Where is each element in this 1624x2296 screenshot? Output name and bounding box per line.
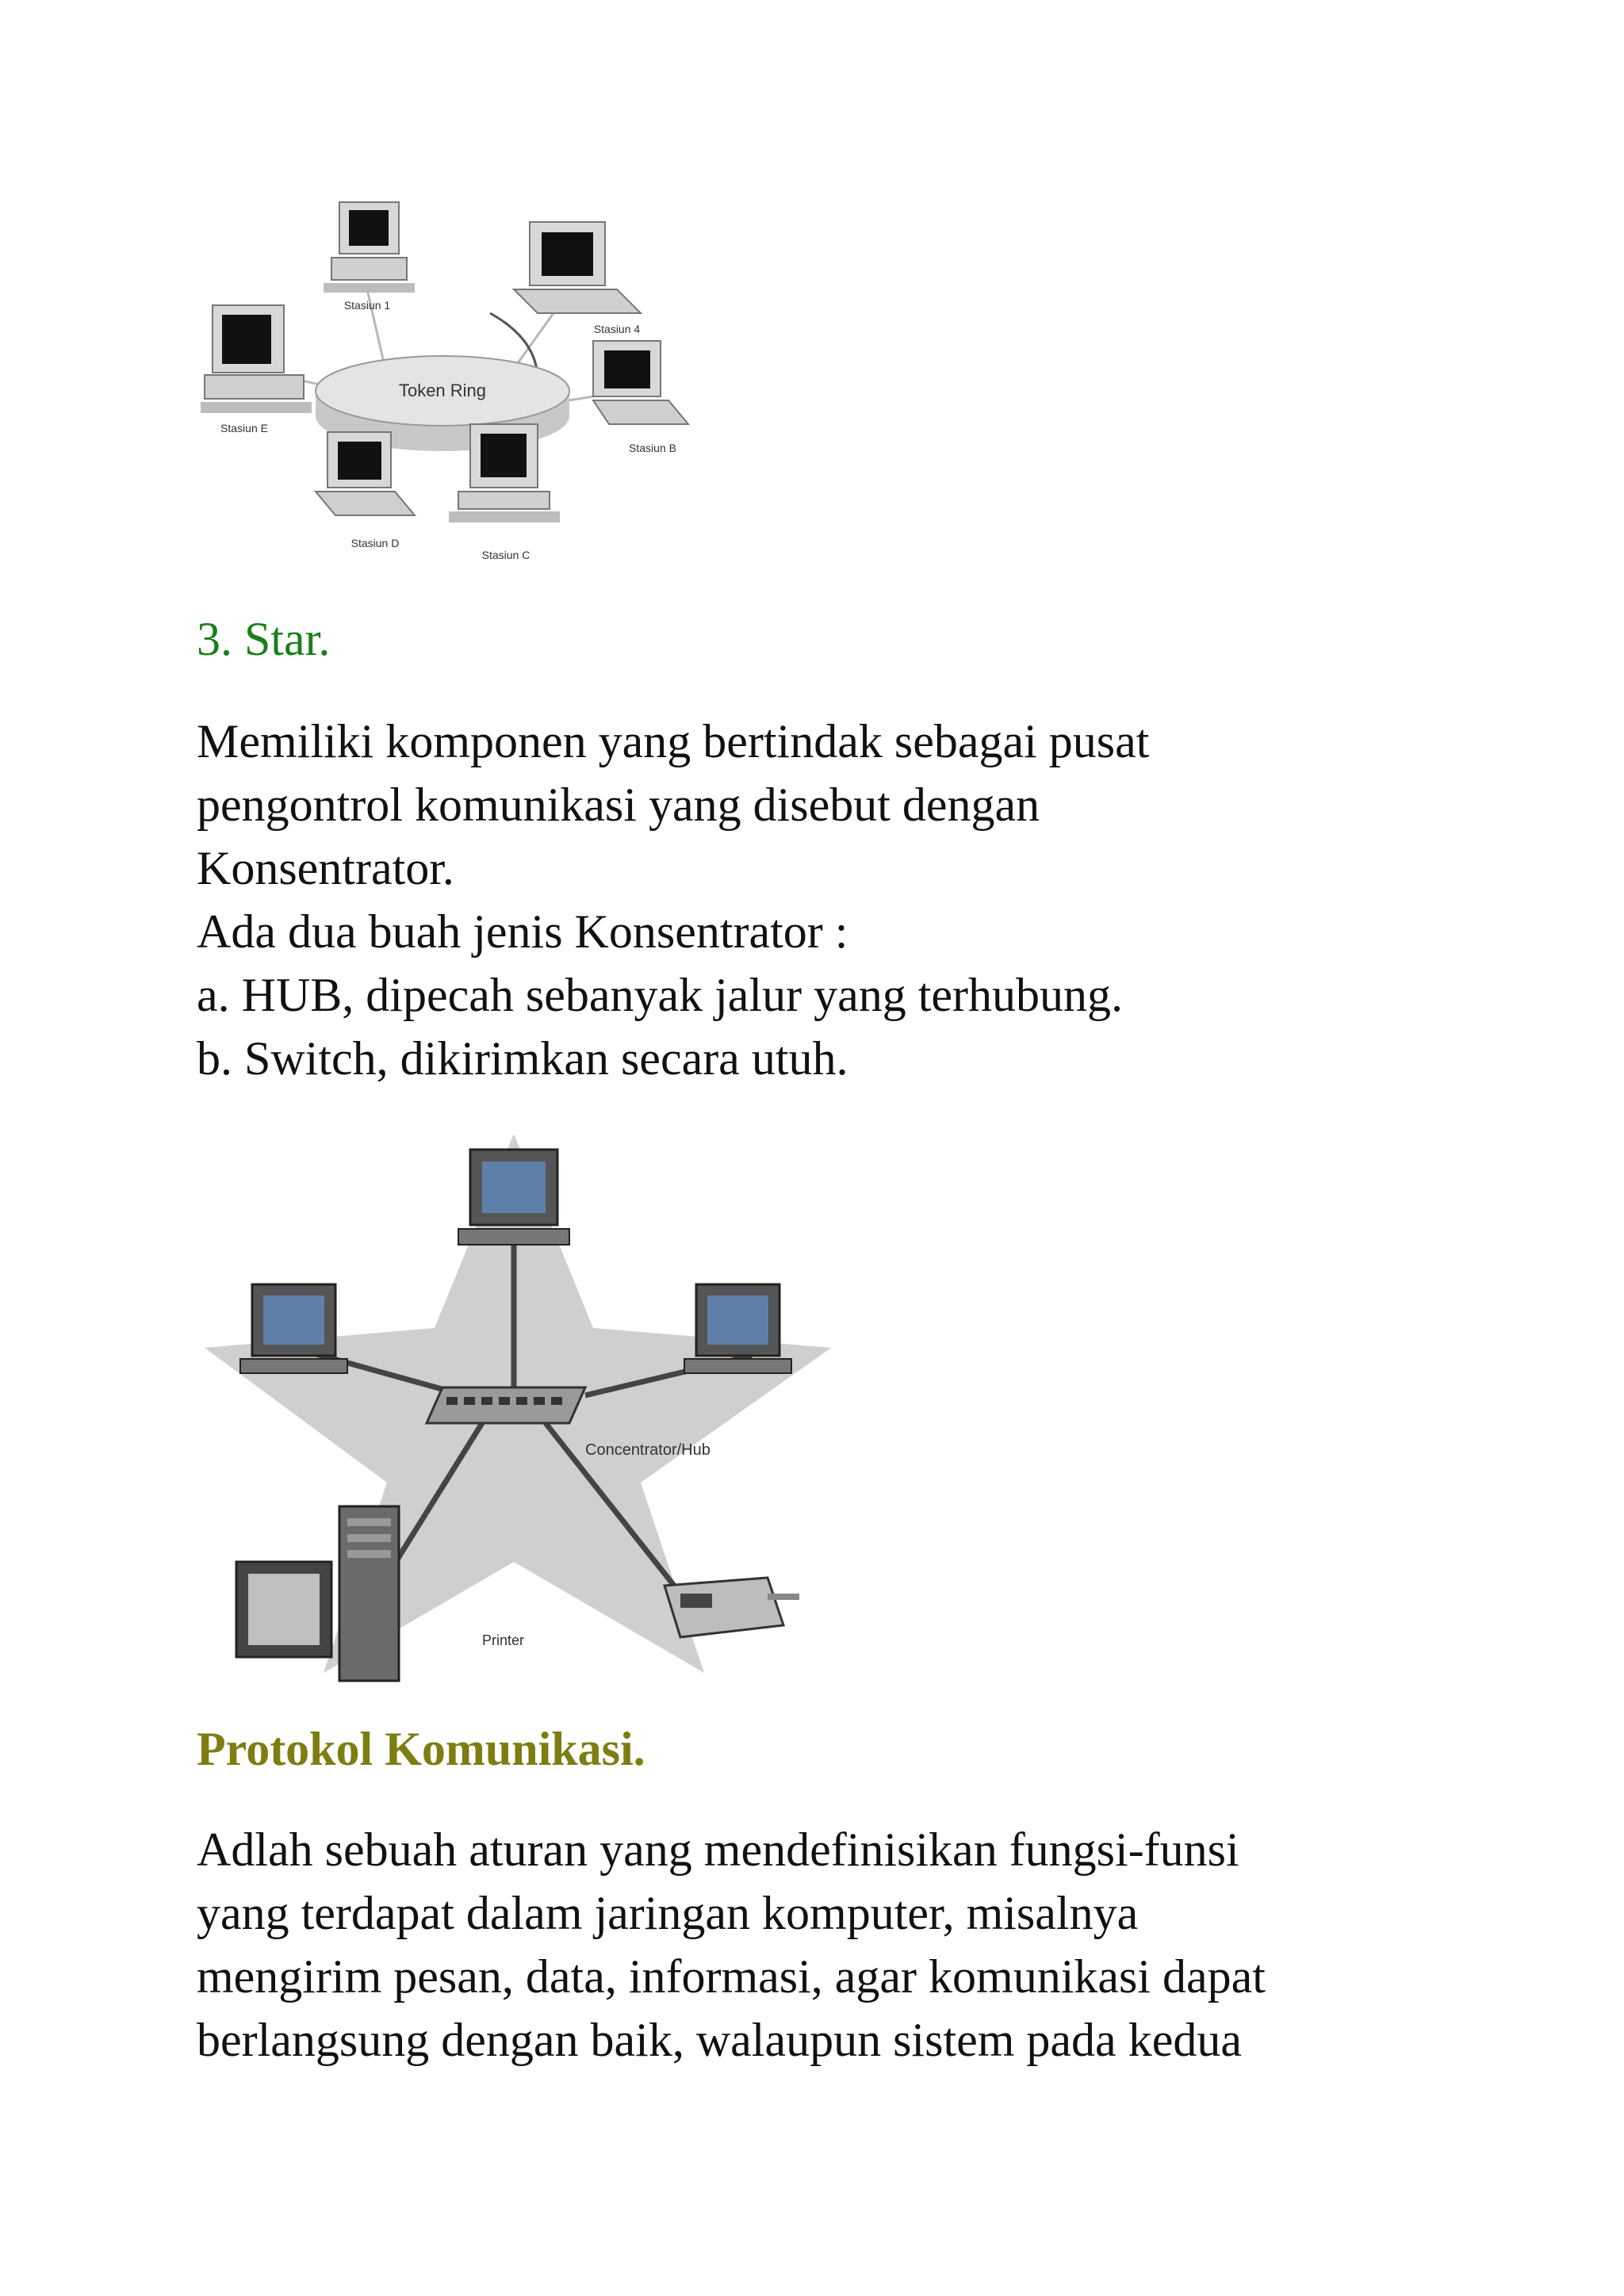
text-line: a. HUB, dipecah sebanyak jalur yang terhubung.	[197, 969, 1123, 1021]
text-line: yang terdapat dalam jaringan komputer, misalnya	[197, 1887, 1139, 1939]
star-heading: 3. Star.	[197, 613, 331, 665]
text-line: Konsentrator.	[197, 842, 454, 894]
text-line: mengirim pesan, data, informasi, agar komunikasi dapat	[197, 1950, 1266, 2003]
svg-text:Stasiun E: Stasiun E	[220, 422, 268, 434]
text-line: Adlah sebuah aturan yang mendefinisikan fungsi-funsi	[197, 1823, 1239, 1876]
svg-text:Stasiun C: Stasiun C	[481, 549, 530, 561]
hub-device	[427, 1387, 585, 1423]
text-line: Memiliki komponen yang bertindak sebagai pusat	[197, 715, 1150, 767]
text-line: Ada dua buah jenis Konsentrator :	[197, 905, 848, 958]
svg-text:Stasiun D: Stasiun D	[350, 537, 400, 549]
text-line: pengontrol komunikasi yang disebut dengan	[197, 779, 1040, 831]
star-description	[197, 710, 1149, 1090]
protocol-heading: Protokol Komunikasi.	[197, 1723, 645, 1775]
star-topology-diagram	[197, 1118, 847, 1685]
workstation	[240, 1284, 347, 1373]
workstation	[684, 1284, 791, 1373]
svg-text:Stasiun B: Stasiun B	[629, 442, 676, 454]
token-ring-diagram	[197, 194, 704, 575]
text-line: b. Switch, dikirimkan secara utuh.	[197, 1032, 848, 1085]
printer-label: Printer	[482, 1632, 525, 1648]
text-line: berlangsung dengan baik, walaupun sistem pada kedua	[197, 2014, 1242, 2066]
token-ring-label: Token Ring	[398, 381, 487, 400]
svg-text:Stasiun 1: Stasiun 1	[343, 299, 391, 312]
protocol-description	[197, 1818, 1266, 2072]
svg-text:Stasiun 4: Stasiun 4	[593, 323, 641, 335]
workstation	[458, 1150, 569, 1245]
hub-label: Concentrator/Hub	[585, 1441, 710, 1459]
